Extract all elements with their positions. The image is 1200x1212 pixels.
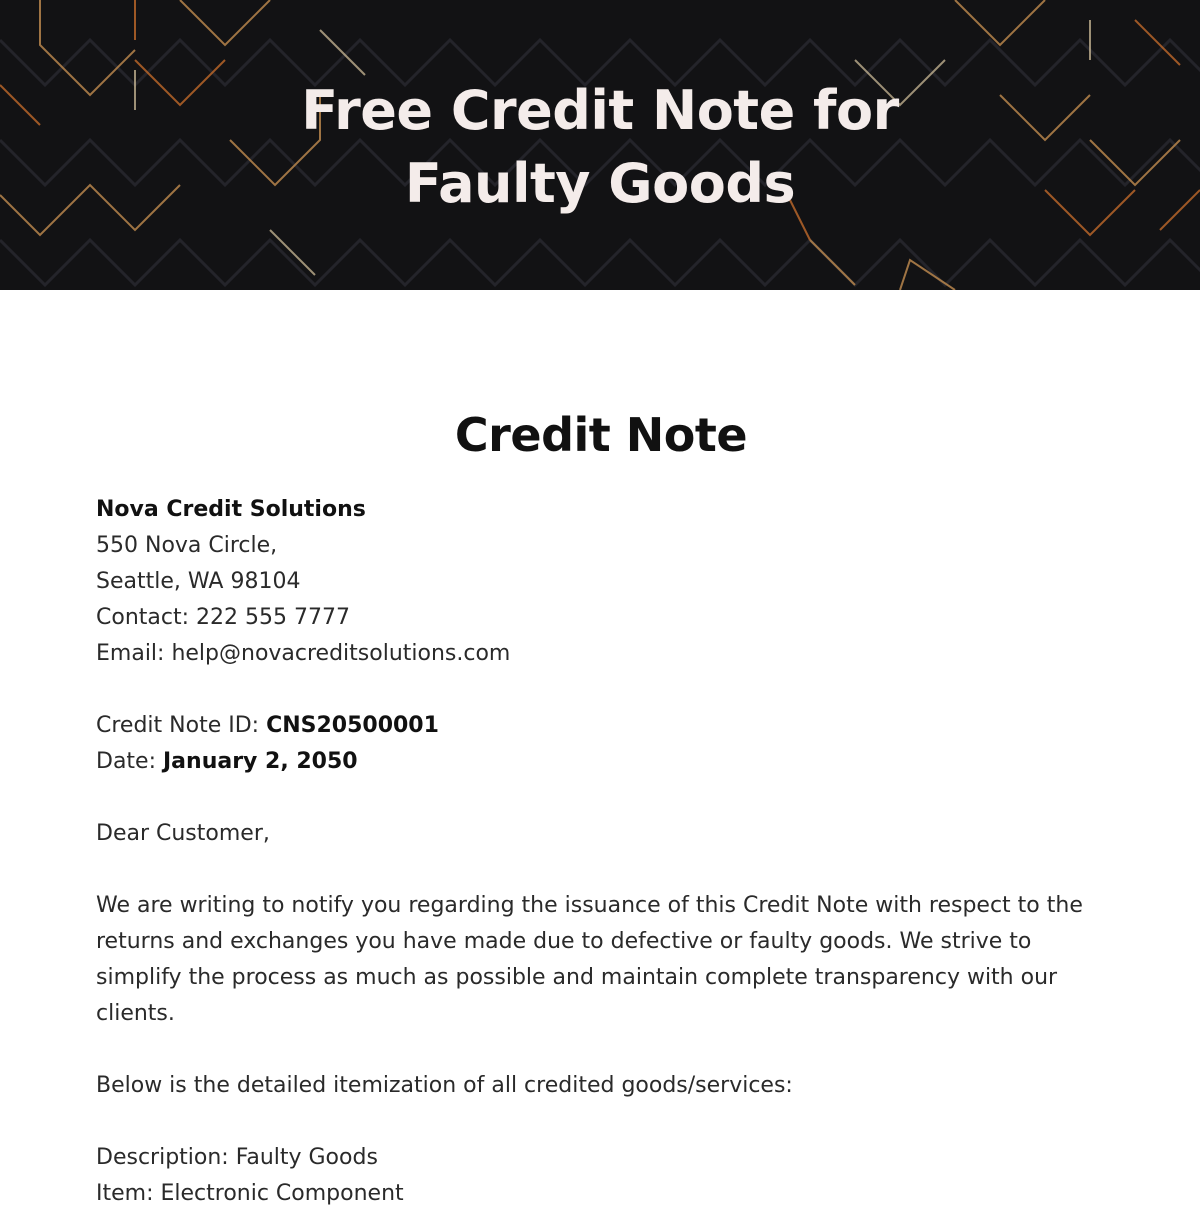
company-name: Nova Credit Solutions: [96, 497, 366, 522]
item-name: Item: Electronic Component: [96, 1181, 404, 1206]
greeting: Dear Customer,: [96, 821, 270, 846]
banner-title-line-1: Free Credit Note for: [301, 79, 899, 142]
document-body: [96, 492, 1106, 1212]
credit-note-id-value: CNS20500001: [266, 713, 439, 738]
body-paragraph: We are writing to notify you regarding the issuance of this Credit Note with respect to the returns and exchanges you have made due to defective or faulty goods. We strive to simplify the process as much as possible and maintain complete transparency with our clients.: [96, 893, 1083, 1026]
header-banner: [0, 0, 1200, 290]
address-line-2: Seattle, WA 98104: [96, 569, 301, 594]
document-title: Credit Note: [454, 408, 748, 462]
credit-note-id-row: [96, 708, 1106, 744]
item-description: Description: Faulty Goods: [96, 1145, 378, 1170]
address-line-1: 550 Nova Circle,: [96, 533, 278, 558]
date-row: [96, 744, 1106, 780]
banner-title-line-2: Faulty Goods: [404, 152, 796, 215]
contact-email: Email: help@novacreditsolutions.com: [96, 641, 511, 666]
credit-note-id-label: Credit Note ID:: [96, 713, 267, 738]
date-value: January 2, 2050: [163, 749, 358, 774]
contact-phone: Contact: 222 555 7777: [96, 605, 350, 630]
credit-note-document: [96, 400, 1106, 1212]
banner-title: [0, 74, 1200, 220]
date-label: Date:: [96, 749, 163, 774]
itemization-intro: Below is the detailed itemization of all credited goods/services:: [96, 1073, 793, 1098]
